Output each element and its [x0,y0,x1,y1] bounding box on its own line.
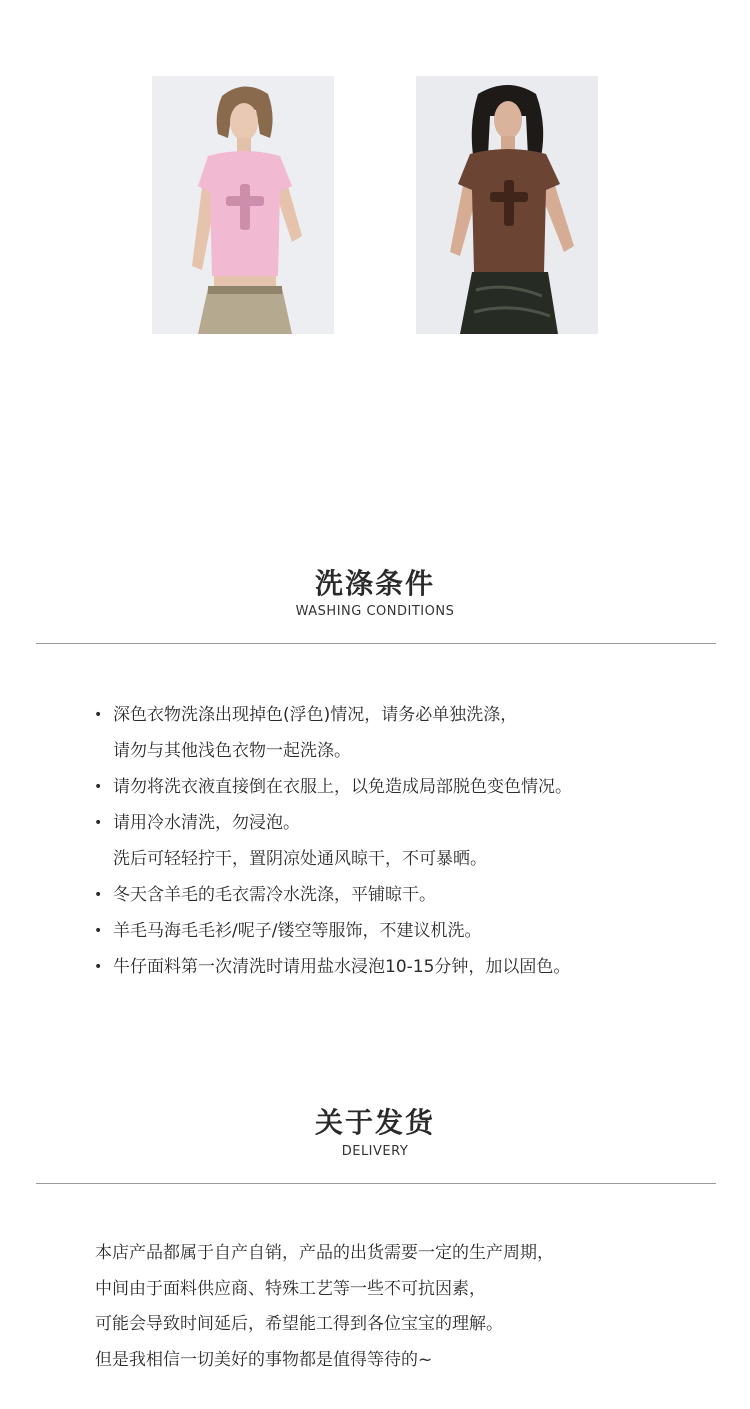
washing-instruction-line [92,805,712,841]
bullet-dot: • [94,815,103,831]
bullet-dot: • [94,707,103,723]
delivery-text-line: 本店产品都属于自产自销，产品的出货需要一定的生产周期， [95,1243,554,1263]
washing-instruction-text: 洗后可轻轻拧干，置阴凉处通风晾干，不可暴晒。 [113,849,487,869]
washing-section-title: 洗涤条件 [314,567,435,600]
product-photo-pink-tee [152,76,334,334]
bullet-dot: • [94,959,103,975]
delivery-divider [36,1183,716,1184]
washing-instruction-text: 冬天含羊毛的毛衣需冷水洗涤，平铺晾干。 [113,885,436,905]
washing-section-subtitle: WASHING CONDITIONS [295,604,455,619]
washing-divider [36,643,716,644]
pink-tee-illustration [152,76,334,334]
delivery-notice [95,1236,715,1378]
bullet-dot: • [94,779,103,795]
washing-instruction-line [92,841,712,877]
delivery-text-line: 但是我相信一切美好的事物都是值得等待的~ [95,1349,433,1370]
delivery-section-title: 关于发货 [314,1106,435,1139]
washing-instruction-line [92,697,712,733]
washing-instruction-line [92,949,712,985]
washing-instruction-line [92,769,712,805]
washing-instruction-text: 牛仔面料第一次清洗时请用盐水浸泡10-15分钟，加以固色。 [113,957,571,977]
washing-instruction-text: 羊毛马海毛毛衫/呢子/镂空等服饰，不建议机洗。 [113,921,482,941]
washing-instruction-text: 请勿与其他浅色衣物一起洗涤。 [113,741,351,761]
washing-instructions-list [92,697,712,985]
washing-instruction-text: 请用冷水清洗，勿浸泡。 [113,813,300,833]
delivery-text-line: 中间由于面料供应商、特殊工艺等一些不可抗因素， [95,1278,486,1299]
washing-instruction-text: 请勿将洗衣液直接倒在衣服上，以免造成局部脱色变色情况。 [113,777,572,797]
brown-tee-illustration [416,76,598,334]
delivery-text-line: 可能会导致时间延后，希望能工得到各位宝宝的理解。 [95,1314,503,1334]
bullet-dot: • [94,923,103,939]
product-photo-brown-tee [416,76,598,334]
delivery-section-subtitle: DELIVERY [341,1144,409,1159]
washing-instruction-line [92,733,712,769]
washing-instruction-line [92,913,712,949]
washing-instruction-text: 深色衣物洗涤出现掉色(浮色)情况，请务必单独洗涤， [113,705,518,725]
washing-instruction-line [92,877,712,913]
bullet-dot: • [94,887,103,903]
